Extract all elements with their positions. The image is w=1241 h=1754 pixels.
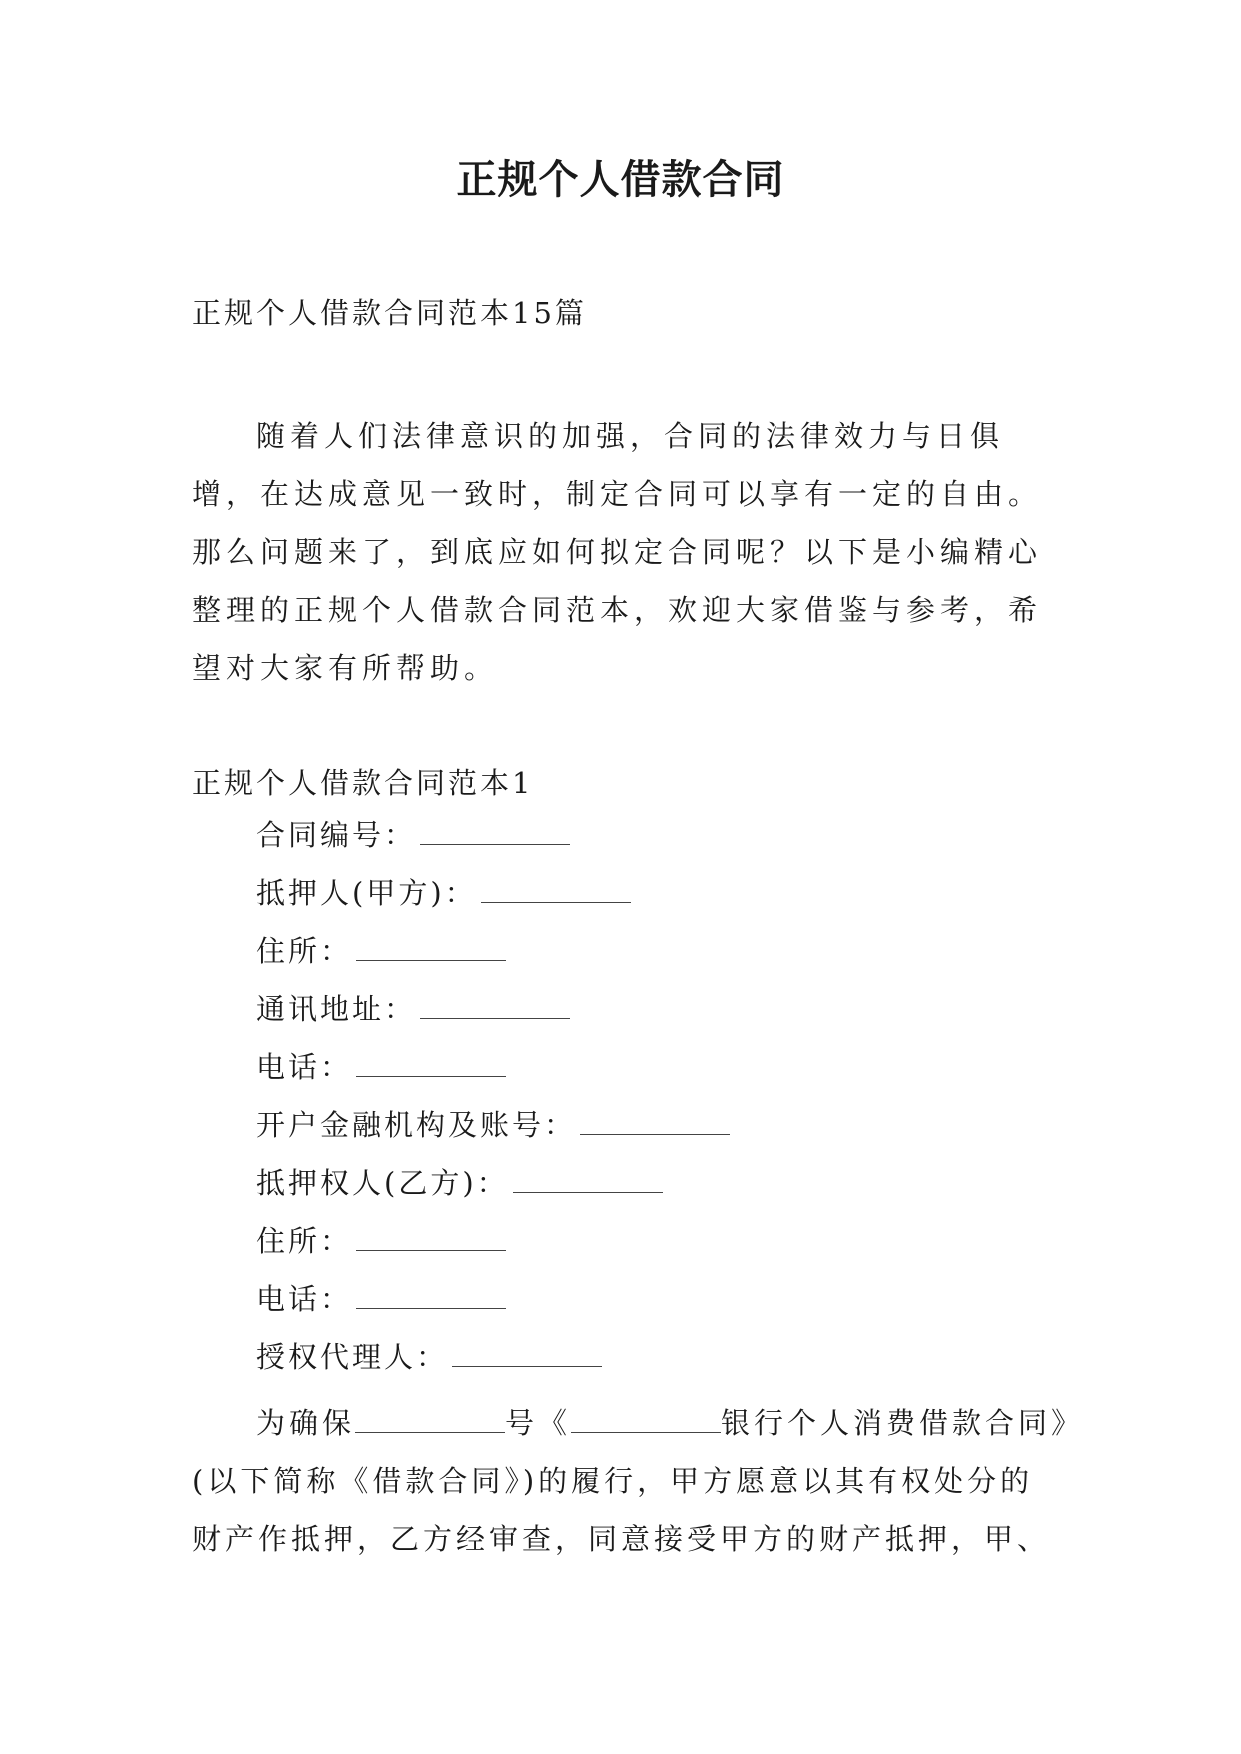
blank-line [356,1046,506,1077]
field-phone-2 [256,1278,730,1336]
blank-line [356,930,506,961]
field-residence-2 [256,1220,730,1278]
closing-line-1 [192,1394,1085,1452]
document-subtitle: 正规个人借款合同范本15篇 [192,296,587,330]
field-label: 电话： [256,1050,353,1084]
field-bank-account [256,1104,730,1162]
field-label: 合同编号： [256,818,417,852]
blank-line [452,1336,602,1367]
field-authorized-agent [256,1336,730,1394]
field-mailing-address [256,988,730,1046]
field-mortgagor [256,872,730,930]
field-label: 授权代理人： [256,1340,449,1374]
field-contract-number [256,814,730,872]
closing-paragraph [192,1394,1085,1568]
closing-line-2: (以下简称《借款合同》)的履行，甲方愿意以其有权处分的 [192,1464,1034,1498]
field-label: 开户金融机构及账号： [256,1108,577,1142]
blank-line [356,1220,506,1251]
closing-text-2: 号《 [505,1406,572,1440]
blank-line [420,814,570,845]
blank-line [356,1278,506,1309]
section-heading: 正规个人借款合同范本1 [192,766,534,800]
field-residence [256,930,730,988]
field-phone [256,1046,730,1104]
blank-line [513,1162,663,1193]
blank-line [571,1402,721,1433]
field-mortgagee [256,1162,730,1220]
field-label: 抵押权人(乙方)： [256,1166,509,1200]
field-label: 通讯地址： [256,992,417,1026]
blank-line [355,1402,505,1433]
document-title: 正规个人借款合同 [456,156,785,203]
closing-text-1: 为确保 [256,1406,356,1440]
field-label: 抵押人(甲方)： [256,876,477,910]
contract-fields [256,814,730,1394]
closing-line-3: 财产作抵押，乙方经审查，同意接受甲方的财产抵押，甲、 [192,1522,1051,1556]
field-label: 住所： [256,934,353,968]
blank-line [580,1104,730,1135]
blank-line [420,988,570,1019]
closing-text-3: 银行个人消费借款合同》 [721,1406,1085,1440]
intro-paragraph: 随着人们法律意识的加强，合同的法律效力与日俱增，在达成意见一致时，制定合同可以享有一定的自由。那么问题来了，到底应如何拟定合同呢？以下是小编精心整理的正规个人借款合同范本，欢迎大家借鉴与参考，希望对大家有所帮助。 [192,419,1043,685]
blank-line [481,872,631,903]
field-label: 电话： [256,1282,353,1316]
field-label: 住所： [256,1224,353,1258]
